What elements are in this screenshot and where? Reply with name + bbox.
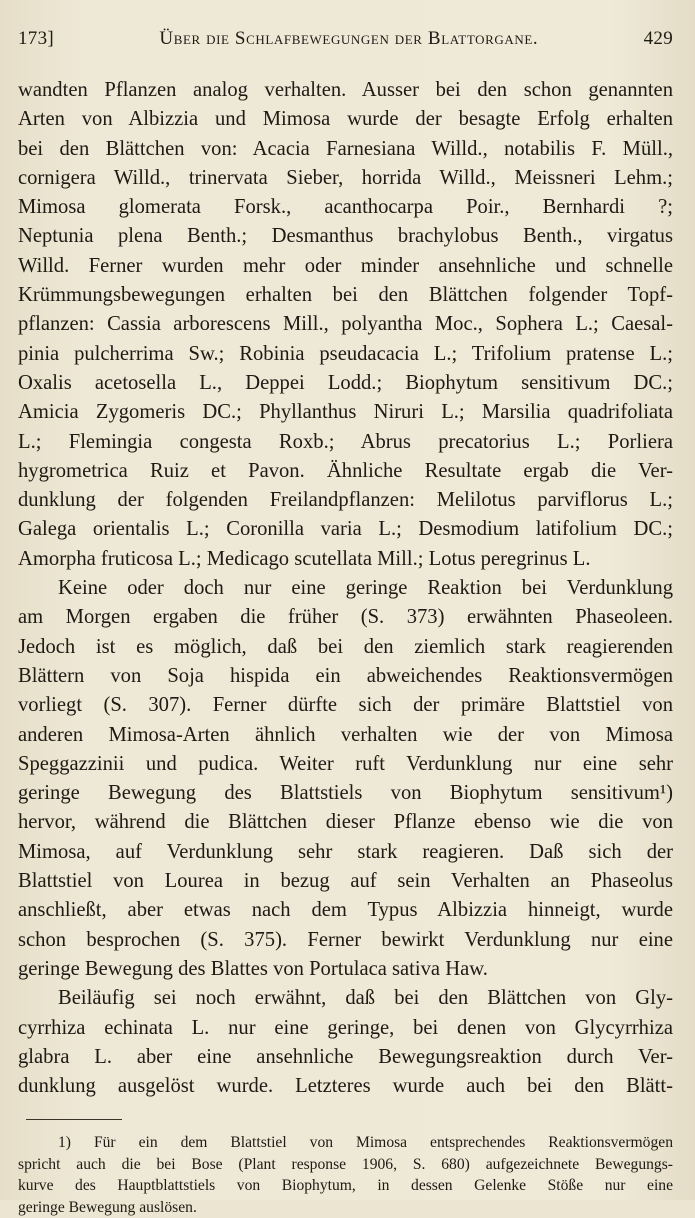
- text-line: cyrrhiza echinata L. nur eine geringe, bei denen von Glycyrrhiza: [18, 1016, 673, 1039]
- footnote-line: 1) Für ein dem Blattstiel von Mimosa entsprechendes Reaktionsvermögen: [58, 1134, 673, 1152]
- text-line: Mimosa glomerata Forsk., acanthocarpa Poir., Bernhardi ?;: [18, 196, 673, 219]
- text-line: cornigera Willd., trinervata Sieber, horrida Willd., Meissneri Lehm.;: [18, 166, 673, 189]
- text-line: Krümmungsbewegungen erhalten bei den Blättchen folgender Topf-: [18, 284, 673, 307]
- text-line: dunklung ausgelöst wurde. Letzteres wurde auch bei den Blätt-: [18, 1075, 673, 1098]
- text-line: wandten Pflanzen analog verhalten. Ausser bei den schon genannten: [18, 79, 673, 101]
- text-line: geringe Bewegung des Blattes von Portulaca sativa Haw.: [18, 957, 488, 980]
- text-line: am Morgen ergaben die früher (S. 373) erwähnten Phaseoleen.: [18, 606, 673, 629]
- text-line: vorliegt (S. 307). Ferner dürfte sich der primäre Blattstiel von: [18, 694, 673, 717]
- text-line: anschließt, aber etwas nach dem Typus Albizzia hinneigt, wurde: [18, 899, 673, 922]
- text-line: Blattstiel von Lourea in bezug auf sein Verhalten an Phaseolus: [18, 870, 673, 893]
- text-line: hygrometrica Ruiz et Pavon. Ähnliche Resultate ergab die Ver-: [18, 459, 673, 482]
- text-line: Blättern von Soja hispida ein abweichendes Reaktionsvermögen: [18, 664, 673, 687]
- footnote-line: spricht auch die bei Bose (Plant response 1906, S. 680) aufgezeichnete Bewegungs-: [18, 1155, 673, 1173]
- text-line: Neptunia plena Benth.; Desmanthus brachylobus Benth., virgatus: [18, 225, 673, 248]
- text-line: Keine oder doch nur eine geringe Reaktion bei Verdunklung: [58, 577, 673, 600]
- text-line: Jedoch ist es möglich, daß bei den ziemlich stark reagierenden: [18, 635, 673, 658]
- running-header: [18, 28, 673, 64]
- text-line: dunklung der folgenden Freilandpflanzen: Melilotus parviflorus L.;: [18, 489, 673, 512]
- text-line: L.; Flemingia congesta Roxb.; Abrus precatorius L.; Porliera: [18, 430, 673, 453]
- text-line: pinia pulcherrima Sw.; Robinia pseudacacia L.; Trifolium pratense L.;: [18, 342, 673, 365]
- text-line: Amorpha fruticosa L.; Medicago scutellata Mill.; Lotus peregrinus L.: [18, 547, 591, 570]
- text-line: glabra L. aber eine ansehnliche Bewegungsreaktion durch Ver-: [18, 1045, 673, 1068]
- footnote-line: geringe Bewegung auslösen.: [18, 1198, 197, 1216]
- text-line: Willd. Ferner wurden mehr oder minder ansehnliche und schnelle: [18, 254, 673, 277]
- section-number: 173]: [18, 28, 55, 49]
- body-text: [18, 76, 673, 1101]
- text-line: schon besprochen (S. 375). Ferner bewirkt Verdunklung nur eine: [18, 928, 673, 951]
- running-title: Über die Schlafbewegungen der Blattorgane.: [159, 28, 539, 49]
- footnotes: [18, 1132, 673, 1218]
- text-line: anderen Mimosa-Arten ähnlich verhalten wie der von Mimosa: [18, 723, 673, 746]
- text-line: Amicia Zygomeris DC.; Phyllanthus Niruri L.; Marsilia quadrifoliata: [18, 401, 673, 424]
- text-line: Oxalis acetosella L., Deppei Lodd.; Biophytum sensitivum DC.;: [18, 371, 673, 394]
- text-line: Speggazzinii und pudica. Weiter ruft Verdunklung nur eine sehr: [18, 752, 673, 775]
- page-number: 429: [643, 28, 673, 49]
- text-line: geringe Bewegung des Blattstiels von Biophytum sensitivum¹): [18, 782, 673, 805]
- text-line: bei den Blättchen von: Acacia Farnesiana Willd., notabilis F. Müll.,: [18, 137, 673, 160]
- text-line: Arten von Albizzia und Mimosa wurde der besagte Erfolg erhalten: [18, 108, 673, 131]
- text-line: Beiläufig sei noch erwähnt, daß bei den Blättchen von Gly-: [58, 987, 673, 1010]
- text-line: Mimosa, auf Verdunklung sehr stark reagieren. Daß sich der: [18, 840, 673, 863]
- footnote-divider: [26, 1119, 122, 1120]
- footnote-line: kurve des Hauptblattstiels von Biophytum, in dessen Gelenke Stöße nur eine: [18, 1177, 673, 1195]
- text-line: Galega orientalis L.; Coronilla varia L.; Desmodium latifolium DC.;: [18, 518, 673, 541]
- text-line: hervor, während die Blättchen dieser Pflanze ebenso wie die von: [18, 811, 673, 834]
- text-line: pflanzen: Cassia arborescens Mill., polyantha Moc., Sophera L.; Caesal-: [18, 313, 673, 336]
